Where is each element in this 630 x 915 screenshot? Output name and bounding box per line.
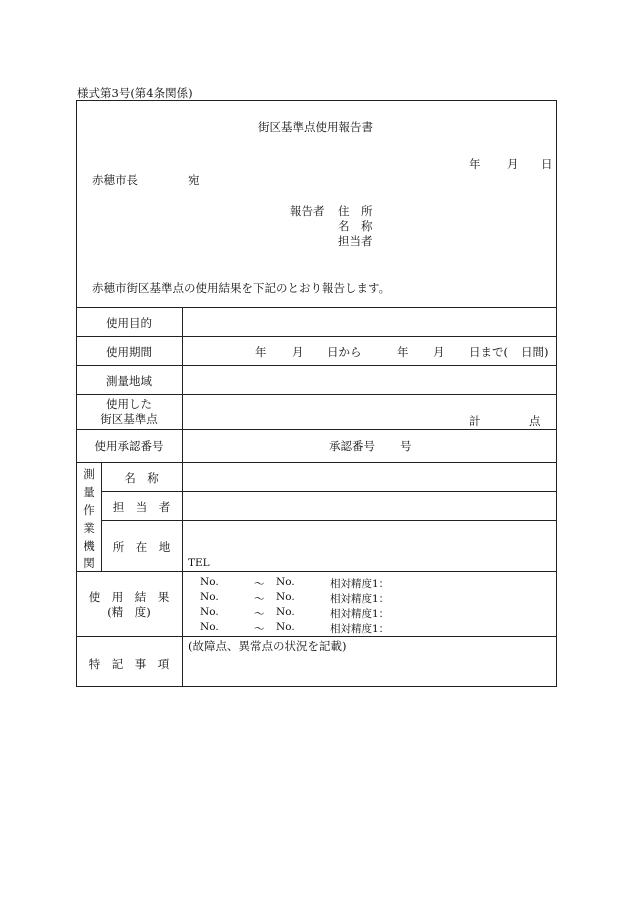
- result-line-3-no2: No.: [276, 606, 295, 618]
- date-year: 年: [469, 157, 481, 171]
- purpose-label: 使用目的: [106, 316, 152, 330]
- date-day: 日: [541, 157, 553, 171]
- result-line-1-no2: No.: [276, 576, 295, 588]
- org-side-char-5: 機: [83, 539, 95, 553]
- result-line-1-accuracy: 相対精度1：: [330, 578, 390, 590]
- result-line-3-accuracy: 相対精度1：: [330, 608, 390, 620]
- notes-label: 特 記 事 項: [88, 657, 170, 671]
- org-side-char-6: 関: [83, 556, 95, 570]
- period-from-year: 年: [255, 345, 267, 359]
- period-label: 使用期間: [106, 345, 152, 359]
- result-line-1-tilde: 〜: [254, 578, 265, 590]
- points-label-line1: 使用した: [106, 397, 152, 411]
- result-line-4-no2: No.: [276, 621, 295, 633]
- approval-label: 使用承認番号: [94, 439, 164, 453]
- org-side-char-1: 測: [83, 467, 95, 481]
- org-side-char-4: 業: [83, 521, 95, 535]
- period-from-month: 月: [292, 345, 304, 359]
- report-statement: 赤穂市街区基準点の使用結果を下記のとおり報告します。: [92, 281, 391, 295]
- approval-number-label: 承認番号: [329, 439, 375, 453]
- result-line-2-no1: No.: [200, 591, 219, 603]
- addressee-suffix: 宛: [188, 173, 200, 187]
- form-title: 街区基準点使用報告書: [258, 120, 373, 134]
- result-line-4-accuracy: 相対精度1：: [330, 623, 390, 635]
- org-tel-label: TEL: [188, 557, 210, 569]
- addressee-name: 赤穂市長: [92, 173, 138, 187]
- result-line-3-tilde: 〜: [254, 608, 265, 620]
- points-label-line2: 街区基準点: [100, 412, 158, 426]
- result-line-1-no1: No.: [200, 576, 219, 588]
- org-name-label: 名 称: [124, 471, 159, 485]
- result-label-line2: (精 度): [107, 605, 151, 619]
- result-label-line1: 使 用 結 果: [88, 590, 170, 604]
- reporter-person-label: 担当者: [338, 234, 373, 248]
- org-location-label: 所 在 地: [112, 540, 171, 554]
- org-side-char-2: 量: [83, 485, 95, 499]
- points-total-label: 計: [469, 414, 481, 428]
- form-number-label: 様式第3号(第4条関係): [77, 86, 193, 100]
- result-line-2-tilde: 〜: [254, 593, 265, 605]
- result-line-2-no2: No.: [276, 591, 295, 603]
- notes-hint: (故障点、異常点の状況を記載): [188, 639, 347, 653]
- reporter-label: 報告者: [290, 204, 325, 218]
- result-line-3-no1: No.: [200, 606, 219, 618]
- period-days: 日間): [521, 345, 549, 359]
- result-line-4-no1: No.: [200, 621, 219, 633]
- points-unit: 点: [529, 414, 541, 428]
- area-label: 測量地域: [106, 374, 152, 388]
- approval-unit: 号: [400, 439, 412, 453]
- period-to-month: 月: [433, 345, 445, 359]
- reporter-name-label: 名 称: [338, 219, 373, 233]
- org-side-char-3: 作: [83, 503, 95, 517]
- reporter-address-label: 住 所: [338, 204, 373, 218]
- org-person-label: 担 当 者: [112, 500, 171, 514]
- period-to-year: 年: [397, 345, 409, 359]
- period-from-day: 日から: [327, 345, 362, 359]
- date-month: 月: [507, 157, 519, 171]
- result-line-4-tilde: 〜: [254, 623, 265, 635]
- result-line-2-accuracy: 相対精度1：: [330, 593, 390, 605]
- period-to-day: 日まで(: [469, 345, 508, 359]
